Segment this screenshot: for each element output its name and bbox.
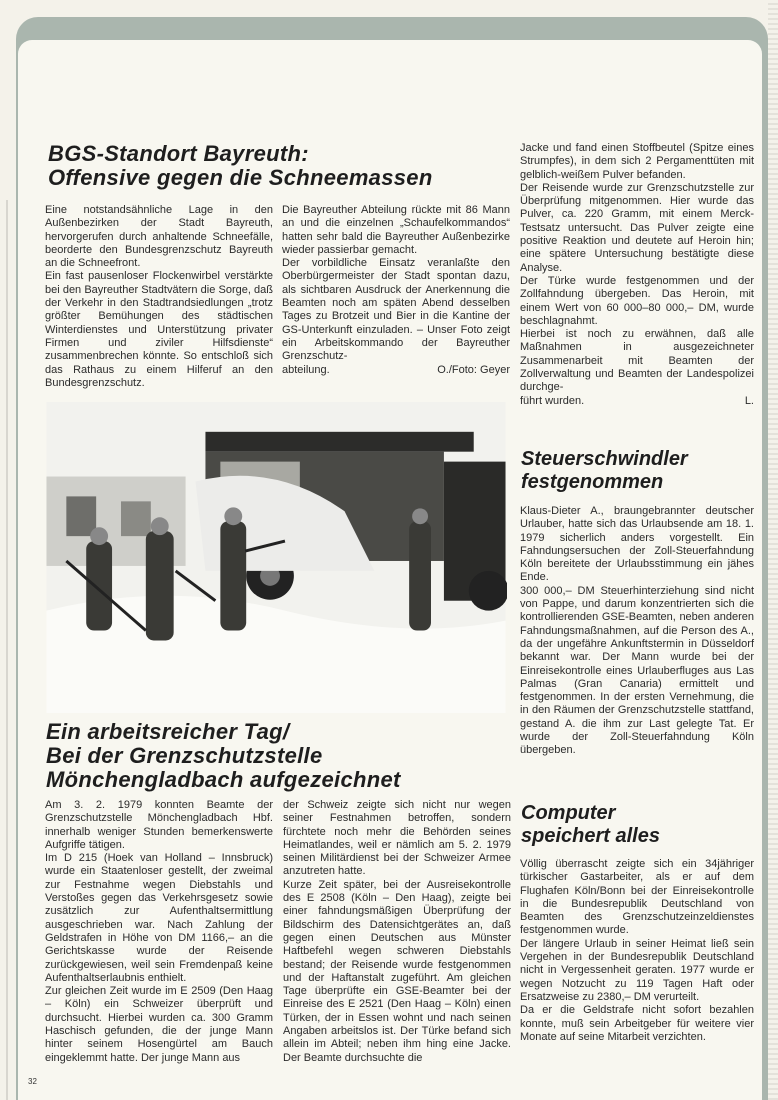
paragraph: Der längere Urlaub in seiner Heimat ließ sein Vergehen in der Bundesrepublik Deutschland nicht in Vergessenheit geraten. 1977 wurde er wegen Notzucht zu 119 Tagen Haft oder Ersatzweise zu 2380,– DM verurteilt. [520,937,754,1003]
article3-body [520,505,754,758]
paragraph: Kurze Zeit später, bei der Ausreisekontrolle des E 2508 (Köln – Den Haag), zeigte bei einer fahndungsmäßigen Überprüfung der Bildschirm des Datensichtgerätes an, daß gegen einen Deutschen aus Münster Haftbefehl wegen schweren Diebstahls bestand; der Reisende wurde festgenommen und der Haftanstalt zugeführt. Am gleichen Tage überprüfte ein GSE-Beamter bei der Einreise des E 2521 (Den Haag – Köln) einen Türken, der in Essen wohnt und nach seinen Angaben arbeitslos ist. Der Türke befand sich allein im Abteil; neben ihm hing eine Jacke. Der Beamte durchsuchte die [283,878,511,1064]
article1-col2 [282,204,510,377]
article4-title [521,802,660,848]
article1-title [48,142,433,190]
article1-col1 [45,204,273,390]
title-line: Offensive gegen die Schneemassen [48,165,433,190]
paragraph: Zur gleichen Zeit wurde im E 2509 (Den Haag – Köln) ein Schweizer überprüft und durchsucht. Hierbei wurden ca. 300 Gramm Haschisch gefunden, die der junge Mann hinter seinem Hosengürtel am Bauch eingeklemmt hatte. Der junge Mann aus [45,985,273,1064]
title-line: Bei der Grenzschutzstelle [46,743,323,768]
paragraph: Der Türke wurde festgenommen und der Zollfahndung übergeben. Das Heroin, mit einem Wert von 60 000–80 000,– DM, wurde beschlagnahmt. [520,274,754,327]
paragraph: Klaus-Dieter A., braungebrannter deutscher Urlauber, hatte sich das Urlaubsende am 18. 1. 1979 sicherlich anders vorgestellt. Ein Fahndungsersuchen der Zoll-Steuerfahndung Köln bereitete der Urlaubsstimmung ein jähes Ende. [520,505,754,584]
title-line: festgenommen [521,471,664,493]
paragraph: Der Reisende wurde zur Grenzschutzstelle zur Überprüfung mitgenommen. Hier wurde das Pulver, ca. 220 Gramm, mit einem Merck-Testsatz untersucht. Das Pulver zeigte eine positive Reaktion und deutete auf Heroin hin; eine spätere Untersuchung bestätigte diese Analyse. [520,181,754,274]
paragraph: Ein fast pausenloser Flockenwirbel verstärkte bei den Bayreuther Stadtvätern die Sorge, daß der Verkehr in den Stadtrandsiedlungen „trotz größter Bemühungen des städtischen Winterdienstes und Unterstützung privater Firmen und ziviler Hilfsdienste“ zusammenbrechen könnte. So entschloß sich das Rathaus zu einem Hilferuf an den Bundesgrenzschutz. [45,270,273,389]
photo-snow-clearing [45,402,507,713]
title-line: speichert alles [521,825,660,847]
photo-credit: O./Foto: Geyer [437,363,510,376]
article2-col2 [283,799,511,1065]
paragraph: Im D 215 (Hoek van Holland – Innsbruck) wurde ein Staatenloser gestellt, der zweimal zur Festnahme wegen Diebstahls und Verstoßes gegen das Verkehrsgesetz sowie zusätzlich zur Aufenthaltsermittlung ausgeschrieben war. Nach Zahlung der Geldstrafen in Höhe von DM 1166,– an die Gerichtskasse wurde der Reisende zurückgewiesen, weil sein Fremdenpaß keine Aufenthaltserlaubnis enthielt. [45,852,273,984]
paragraph: Die Bayreuther Abteilung rückte mit 86 Mann an und die einzelnen „Schaufelkommandos“ hatten sehr bald die Bayreuther Außenbezirke wieder passierbar gemacht. [282,204,510,256]
title-line: Mönchengladbach aufgezeichnet [46,767,401,792]
article2-title [46,720,401,792]
page-number: 32 [28,1077,37,1086]
paragraph: Da er die Geldstrafe nicht sofort bezahlen konnte, muß sein Arbeitgeber für weitere vier Monate auf seine Mitarbeit verzichten. [520,1004,754,1043]
paragraph: Hierbei ist noch zu erwähnen, daß alle Maßnahmen in ausgezeichneter Zusammenarbeit mit Beamten der Zollverwaltung und Beamten der Landespolizei durchge- [520,328,754,394]
page-edge [768,0,778,1100]
article2-col1 [45,799,273,1065]
article2-col3 [520,142,754,408]
paragraph: der Schweiz zeigte sich nicht nur wegen seiner Festnahmen betroffen, sondern fürchtete noch mehr die Behörden seines Heimatlandes, weil er nämlich am 5. 2. 1979 seinen Militärdienst bei der Schweizer Armee anzutreten hatte. [283,799,511,878]
title-line: BGS-Standort Bayreuth: [48,141,309,166]
paragraph-end: abteilung. [282,363,330,376]
paragraph: Der vorbildliche Einsatz veranlaßte den Oberbürgermeister der Stadt spontan dazu, als sichtbaren Ausdruck der Anerkennung die Beamten noch am späten Abend desselben Tages zu Brotzeit und Bier in die Kantine der GS-Unterkunft einzuladen. – Unser Foto zeigt ein Arbeitskommando der Bayreuther Grenzschutz- [282,257,510,363]
paragraph: Eine notstandsähnliche Lage in den Außenbezirken der Stadt Bayreuth, hervorgerufen durch anhaltende Schneefälle, beorderte den Bundesgrenzschutz Bayreuth an die Schneefront. [45,204,273,270]
binding-edge [6,200,8,1100]
author-initial: L. [744,394,754,407]
title-line: Ein arbeitsreicher Tag/ [46,719,290,744]
paragraph: Völlig überrascht zeigte sich ein 34jähriger türkischer Gastarbeiter, als er auf dem Flughafen Köln/Bonn bei der Einreisekontrolle in die Bundesrepublik Deutschland von Beamten des Grenzschutzeinzeldienstes festgenommen wurde. [520,858,754,937]
title-line: Computer [521,802,616,824]
article4-body [520,858,754,1044]
paragraph: 300 000,– DM Steuerhinterziehung sind nicht von Pappe, und darum konzentrierten sich die kontrollierenden GSE-Beamten, neben anderen Fahndungsmaßnahmen, auf die Person des A., da der ungefähre Ankunftstermin in Düsseldorf bekannt war. Der Mann wurde bei der Einreisekontrolle eines Urlauberfluges aus Las Palmas (Gran Canaria) ermittelt und festgenommen. In der ersten Vernehmung, die in den Räumen der Grenzschutzstelle stattfand, gestand A. die ihm zur Last gelegte Tat. Er wurde der Zoll-Steuerfahndung Köln übergeben. [520,584,754,757]
article3-title [521,448,688,494]
paragraph: Am 3. 2. 1979 konnten Beamte der Grenzschutzstelle Mönchengladbach Hbf. innerhalb weniger Stunden bemerkenswerte Aufgriffe tätigen. [45,799,273,851]
paragraph: Jacke und fand einen Stoffbeutel (Spitze eines Strumpfes), in dem sich 2 Pergamenttüten mit gelblich-weißem Pulver befanden. [520,142,754,181]
title-line: Steuerschwindler [521,448,688,470]
paragraph-end: führt wurden. [520,394,585,407]
